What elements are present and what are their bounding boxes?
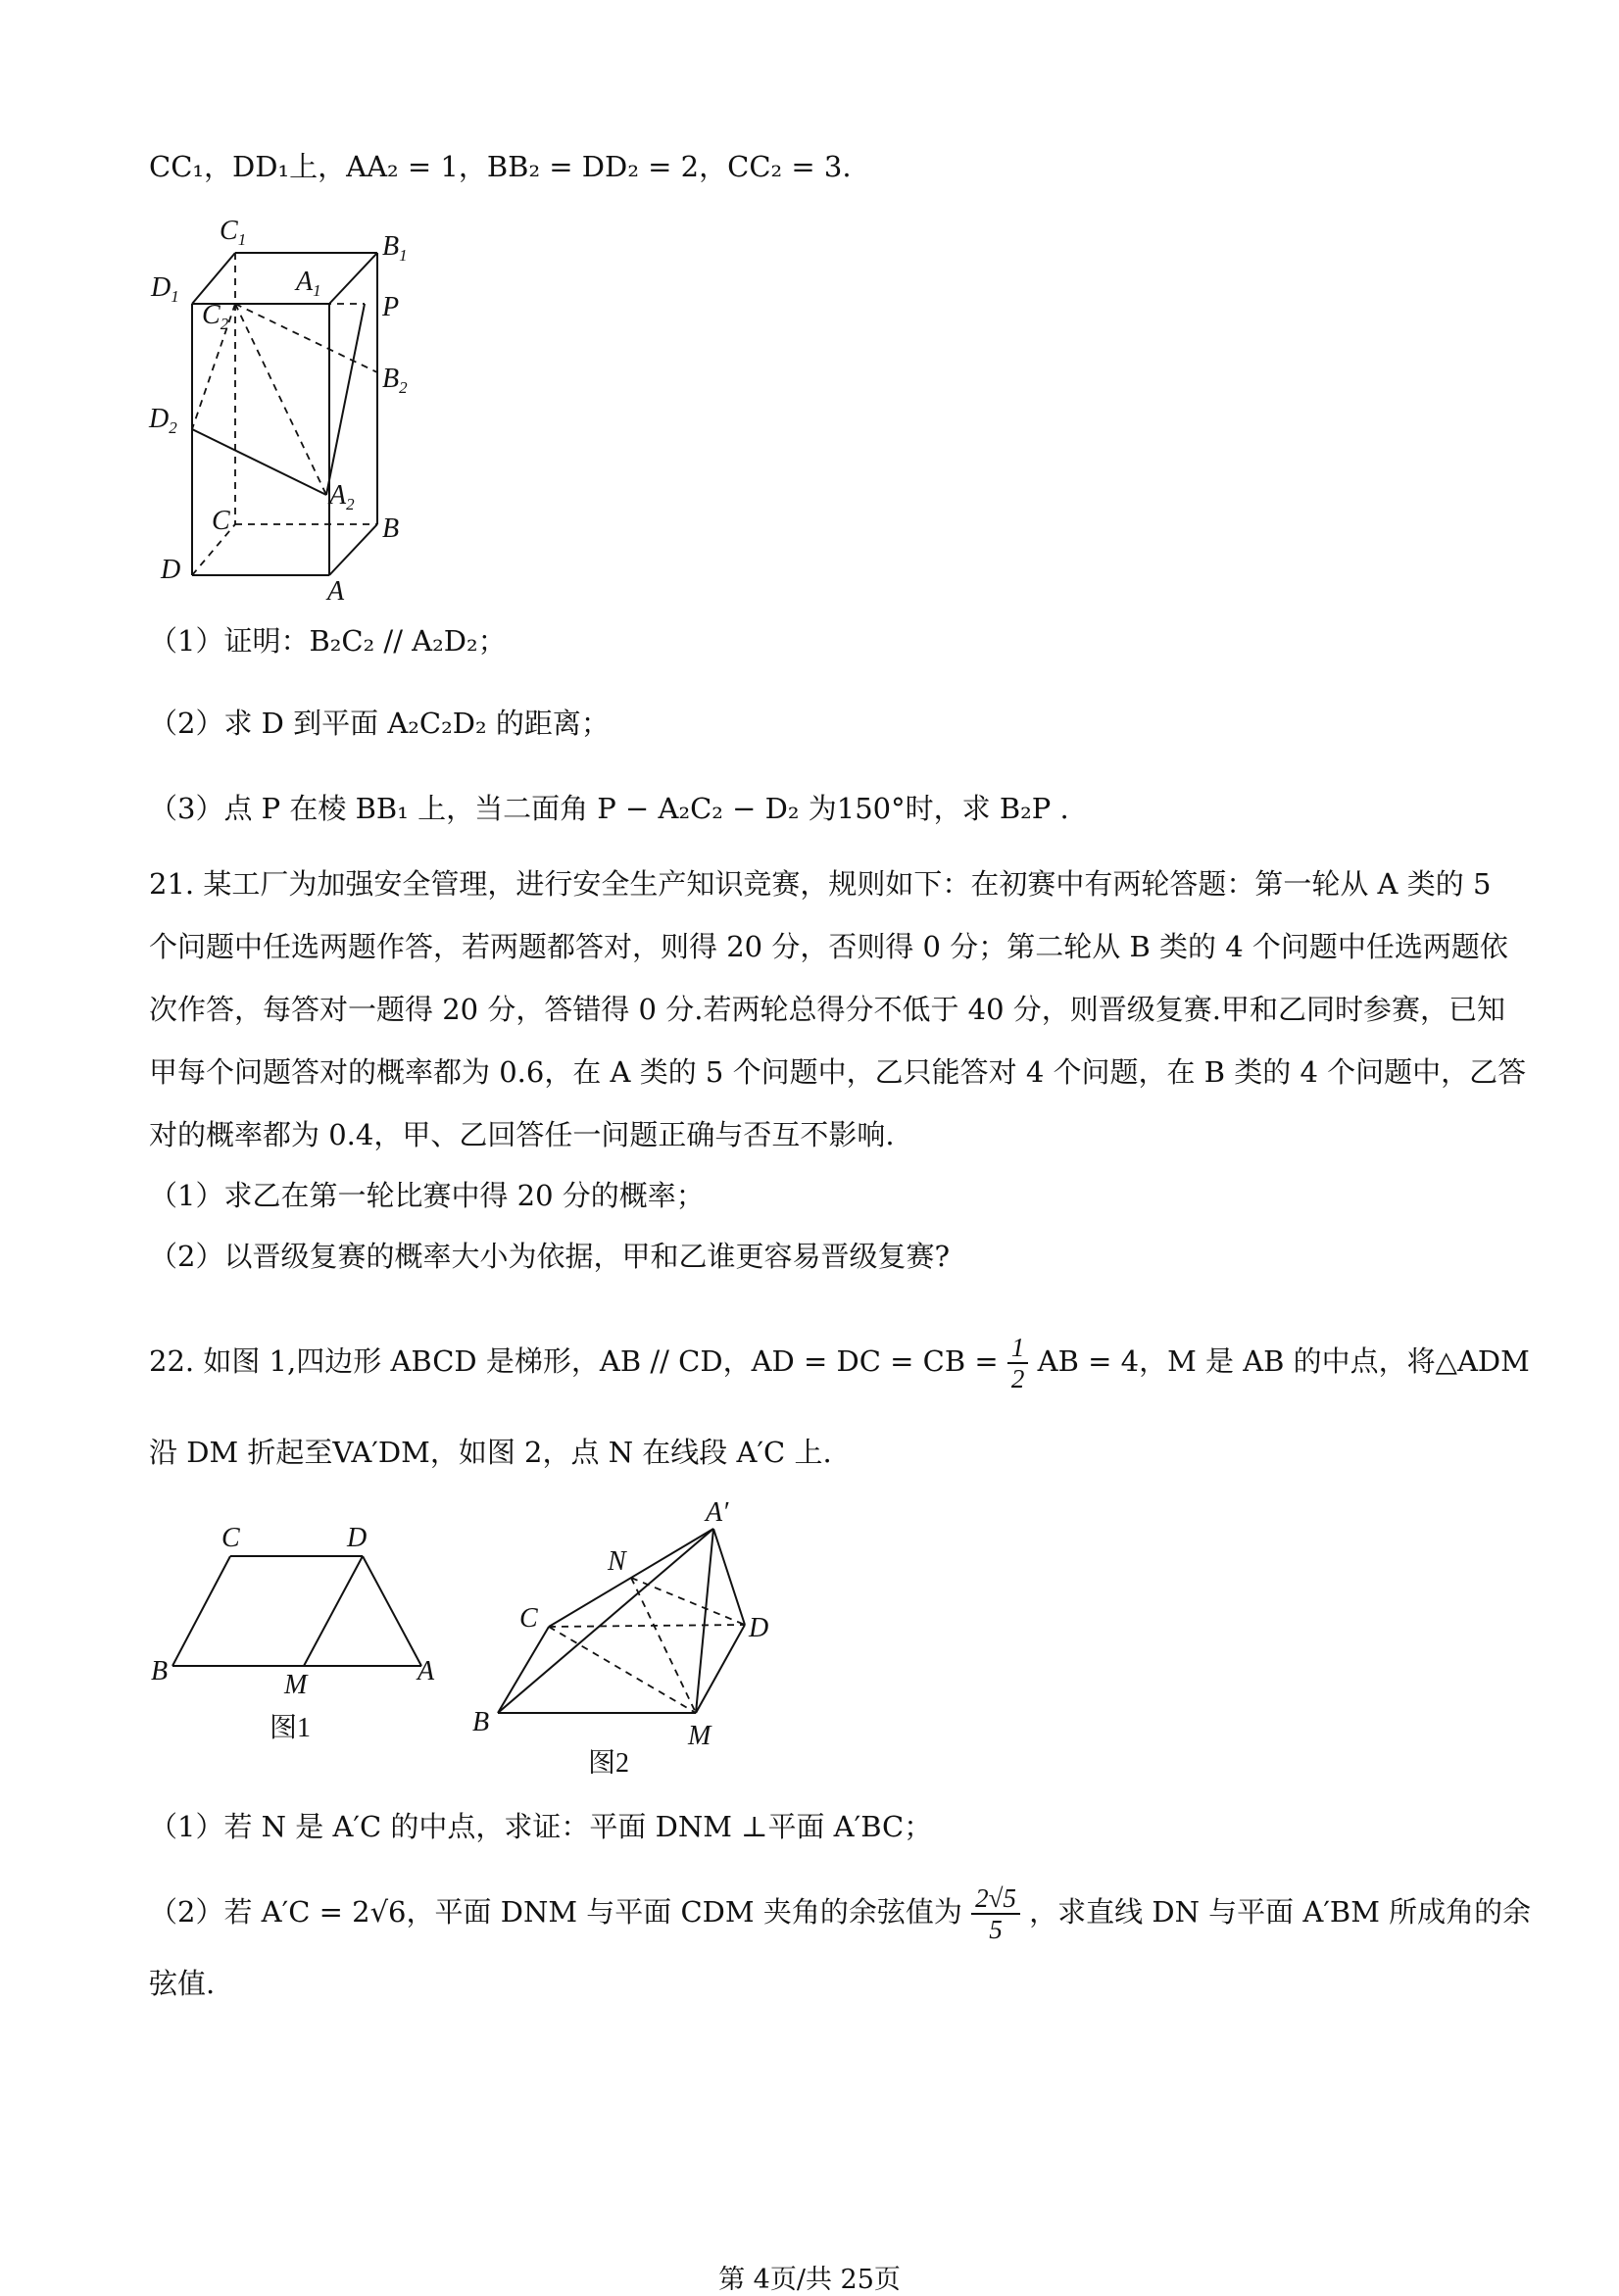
q21-line-5: 对的概率都为 0.4，甲、乙回答任一问题正确与否互不影响. [149,1118,895,1151]
svg-text:B: B [472,1707,490,1737]
svg-text:B: B [151,1656,169,1686]
svg-text:A1: $A_1$ [296,267,321,300]
q20-sub-2: （2）求 D 到平面 A₂C₂D₂ 的距离； [149,707,610,740]
trapezoid-figure [147,1517,461,1742]
q22-line-1: 22. 如图 1,四边形 ABCD 是梯形，AB // CD，AD = DC = CB = $\frac{1}{2}$ AB = 4，M 是 AB 的中点，将△ADM [149,1333,1530,1393]
prism-figure [147,206,461,666]
svg-text:D1: $D_1$ [151,272,179,306]
svg-text:C1: $C_1$ [220,216,247,249]
q22-line-2: 沿 DM 折起至VA′DM，如图 2，点 N 在线段 A′C 上. [149,1436,832,1469]
svg-text:A: A [327,576,345,607]
q21-line-1: 21. 某工厂为加强安全管理，进行安全生产知识竞赛，规则如下：在初赛中有两轮答题：第一轮从 A 类的 5 [149,867,1492,901]
lead-line-20: CC₁，DD₁上，AA₂ = 1，BB₂ = DD₂ = 2，CC₂ = 3. [149,150,852,183]
svg-text:A2: $A_2$ [329,480,355,513]
q21-line-3: 次作答，每答对一题得 20 分，答错得 0 分.若两轮总得分不低于 40 分，则晋级复赛.甲和乙同时参赛，已知 [149,993,1506,1026]
svg-text:C: C [221,1523,240,1553]
svg-text:B1: $B_1$ [382,231,408,265]
q22-sub-1: （1）若 N 是 A′C 的中点，求证：平面 DNM ⊥平面 A′BC； [149,1810,933,1843]
svg-text:M: M [284,1670,308,1700]
folded-pyramid-figure [461,1499,774,1774]
svg-text:M: M [688,1721,711,1751]
svg-text:D: D [161,555,181,585]
half-fraction: $\frac{1}{2}$ [1007,1333,1029,1393]
cosine-fraction: $\frac{2√5}{5}$ [971,1883,1020,1944]
svg-text:C2: $C_2$ [202,300,229,333]
svg-text:D2: $D_2$ [149,404,177,437]
svg-text:P: P [382,292,400,322]
q21-line-4: 甲每个问题答对的概率都为 0.6，在 A 类的 5 个问题中，乙只能答对 4 个问题，在 B 类的 4 个问题中，乙答 [149,1055,1527,1089]
q22-sub-2-cont: 弦值. [149,1967,216,2000]
svg-text:A: A [417,1656,435,1686]
q21-sub-2: （2）以晋级复赛的概率大小为依据，甲和乙谁更容易晋级复赛? [149,1240,950,1273]
svg-text:C: C [212,506,230,536]
svg-text:D: D [749,1613,769,1643]
q21-sub-1: （1）求乙在第一轮比赛中得 20 分的概率； [149,1179,705,1212]
page-footer: 第 4页/共 25页 [718,2265,901,2295]
q21-line-2: 个问题中任选两题作答，若两题都答对，则得 20 分，否则得 0 分；第二轮从 B 类的 4 个问题中任选两题依 [149,930,1508,963]
q20-sub-3: （3）点 P 在棱 BB₁ 上，当二面角 P − A₂C₂ − D₂ 为150°时，求 B₂P . [149,792,1069,825]
svg-text:B: B [382,513,400,544]
svg-text:图2: 图2 [588,1748,630,1774]
q20-sub-1: （1）证明：B₂C₂ // A₂D₂； [149,624,507,658]
svg-text:D: D [347,1523,368,1553]
svg-text:图1: 图1 [270,1713,312,1742]
svg-text:N: N [608,1546,626,1577]
svg-text:B2: $B_2$ [382,364,408,397]
svg-text:A′: A′ [706,1499,729,1528]
q22-sub-2: （2）若 A′C = 2√6，平面 DNM 与平面 CDM 夹角的余弦值为 $\frac{2√5}{5}$ ，求直线 DN 与平面 A′BM 所成角的余 [149,1883,1532,1944]
svg-text:C: C [519,1603,538,1634]
